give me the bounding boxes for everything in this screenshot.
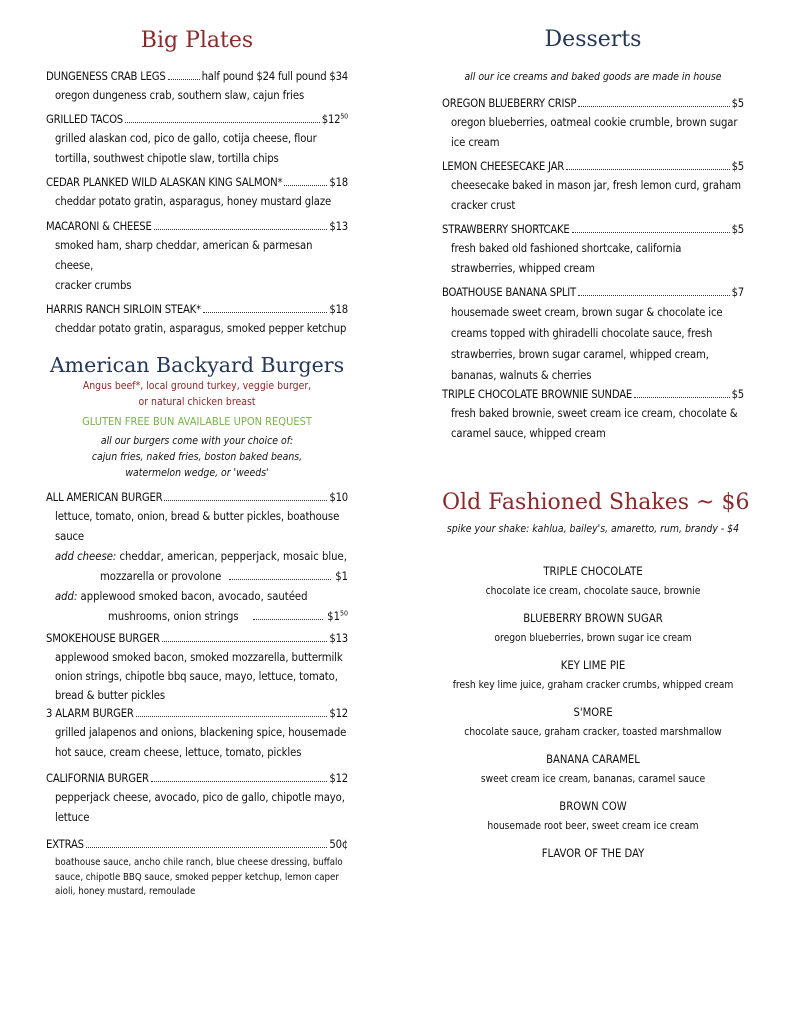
shake-description: sweet cream ice cream, bananas, caramel sauce	[480, 774, 706, 785]
shake-name: BLUEBERRY BROWN SUGAR	[523, 612, 663, 625]
burger-sides-note: all our burgers come with your choice of: cajun fries, naked fries, boston baked beans, watermelon wedge, or 'weeds'	[91, 435, 303, 479]
item-description: fresh baked brownie, sweet cream ice cream, chocolate & caramel sauce, whipped cream	[451, 407, 738, 440]
item-description: fresh baked old fashioned shortcake, california strawberries, whipped cream	[451, 242, 682, 275]
item-description: cheesecake baked in mason jar, fresh lemon curd, graham cracker crust	[451, 179, 742, 212]
burgers-title: American Backyard Burgers	[49, 353, 345, 377]
shake-name: KEY LIME PIE	[560, 659, 626, 672]
big-plates-list	[46, 70, 348, 339]
right-column	[442, 0, 750, 861]
shake-name: BROWN COW	[559, 800, 627, 813]
desserts-title: Desserts	[544, 27, 642, 52]
menu-item-smokehouse-burger: SMOKEHOUSE BURGER $13	[46, 632, 348, 645]
shake-description: oregon blueberries, brown sugar ice cream	[494, 633, 692, 644]
menu-item-strawberry-shortcake: STRAWBERRY SHORTCAKE $5	[442, 223, 744, 236]
menu-item-all-american-burger: ALL AMERICAN BURGER $10	[46, 491, 348, 504]
menu-item-macaroni-cheese: MACARONI & CHEESE $13	[46, 220, 348, 233]
menu-item-dungeness-crab-legs: DUNGENESS CRAB LEGS half pound $24 full pound $34	[46, 70, 348, 83]
item-description: housemade sweet cream, brown sugar & chocolate ice creams topped with ghiradelli chocolate sauce, fresh strawberries, brown sugar caramel, whipped cream, bananas, walnuts & cherries	[451, 306, 723, 382]
add-cheese-option: add cheese: cheddar, american, pepperjack, mosaic blue,	[55, 550, 347, 563]
menu-item-grilled-tacos: GRILLED TACOS $\$12^{50}$	[46, 112, 348, 126]
menu-item-cedar-planked-salmon: CEDAR PLANKED WILD ALASKAN KING SALMON* $18	[46, 176, 348, 189]
menu-item-3-alarm-burger: 3 ALARM BURGER $12	[46, 707, 348, 720]
desserts-list	[442, 97, 744, 444]
big-plates-title: Big Plates	[140, 28, 254, 53]
item-description: oregon blueberries, oatmeal cookie crumble, brown sugar ice cream	[451, 116, 738, 149]
menu-item-california-burger: CALIFORNIA BURGER $12	[46, 772, 348, 785]
item-description: grilled alaskan cod, pico de gallo, cotija cheese, flour tortilla, southwest chipotle slaw, tortilla chips	[55, 132, 317, 165]
shake-name: BANANA CARAMEL	[546, 753, 640, 766]
burgers-protein-note: Angus beef*, local ground turkey, veggie burger, or natural chicken breast	[82, 380, 312, 408]
add-cheese-option-line2: mozzarella or provolone $1	[100, 570, 348, 583]
extras-description: boathouse sauce, ancho chile ranch, blue cheese dressing, buffalo sauce, chipotle BBQ sauce, smoked pepper ketchup, lemon caper aioli, honey mustard, remoulade	[55, 857, 343, 897]
shakes-spike-note: spike your shake: kahlua, bailey's, amaretto, rum, brandy - $4	[446, 523, 740, 535]
shake-name: S'MORE	[573, 706, 613, 719]
shake-description: chocolate ice cream, chocolate sauce, brownie	[485, 586, 701, 597]
menu-item-lemon-cheesecake-jar: LEMON CHEESECAKE JAR $5	[442, 160, 744, 173]
flavor-of-the-day: FLAVOR OF THE DAY	[541, 847, 645, 860]
shakes-title: Old Fashioned Shakes ~ $6	[442, 490, 750, 515]
item-description: cheddar potato gratin, asparagus, smoked pepper ketchup	[55, 322, 347, 335]
item-description: oregon dungeness crab, southern slaw, cajun fries	[55, 89, 305, 102]
item-description: grilled jalapenos and onions, blackening spice, housemade hot sauce, cream cheese, lettuce, tomato, pickles	[55, 726, 347, 759]
item-description: cheddar potato gratin, asparagus, honey mustard glaze	[55, 195, 332, 208]
item-description: pepperjack cheese, avocado, pico de gallo, chipotle mayo, lettuce	[55, 791, 345, 824]
gluten-free-note: GLUTEN FREE BUN AVAILABLE UPON REQUEST	[82, 415, 312, 428]
shake-description: housemade root beer, sweet cream ice cream	[487, 821, 699, 832]
menu-item-harris-ranch-steak: HARRIS RANCH SIRLOIN STEAK* $18	[46, 303, 348, 316]
shake-description: chocolate sauce, graham cracker, toasted marshmallow	[464, 727, 722, 738]
desserts-note: all our ice creams and baked goods are made in house	[464, 71, 722, 83]
add-toppings-option: add: applewood smoked bacon, avocado, sautéed	[55, 590, 308, 603]
menu-item-extras: EXTRAS 50¢	[46, 838, 348, 851]
shake-description: fresh key lime juice, graham cracker crumbs, whipped cream	[452, 680, 734, 691]
left-column	[46, 0, 348, 900]
item-description: lettuce, tomato, onion, bread & butter pickles, boathouse sauce	[55, 510, 340, 543]
menu-item-oregon-blueberry-crisp: OREGON BLUEBERRY CRISP $5	[442, 97, 744, 110]
item-description: applewood smoked bacon, smoked mozzarella, buttermilk onion strings, chipotle bbq sauce, mayo, lettuce, tomato, bread & butter pickles	[55, 651, 343, 702]
menu-item-boathouse-banana-split: BOATHOUSE BANANA SPLIT $7	[442, 286, 744, 299]
add-toppings-option-line2: mushrooms, onion strings $\$1^{50}$	[108, 609, 348, 623]
shakes-list	[442, 565, 744, 861]
shake-name: TRIPLE CHOCOLATE	[543, 565, 643, 578]
burgers-list	[46, 491, 348, 900]
menu-item-triple-chocolate-brownie-sundae: TRIPLE CHOCOLATE BROWNIE SUNDAE $5	[442, 388, 744, 401]
item-description: smoked ham, sharp cheddar, american & parmesan cheese, cracker crumbs	[55, 239, 313, 292]
